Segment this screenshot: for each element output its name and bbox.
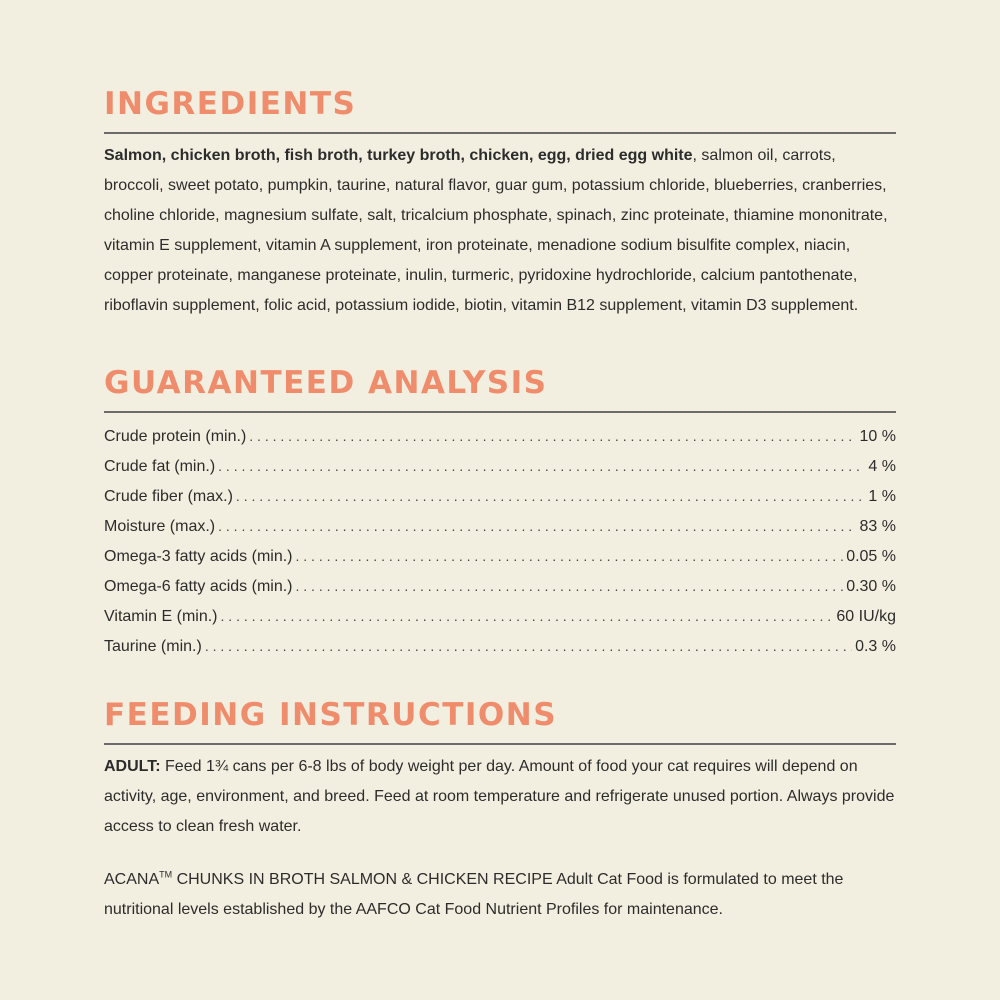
analysis-row-omega-3: [104, 541, 896, 571]
dot-leader: [218, 451, 865, 481]
brand-name: ACANA: [104, 871, 160, 888]
dot-leader: [296, 541, 844, 571]
analysis-value: 60 IU/kg: [836, 608, 896, 625]
analysis-value: 1 %: [868, 488, 896, 505]
adult-label: ADULT:: [104, 758, 161, 775]
analysis-value: 4 %: [868, 458, 896, 475]
feeding-adult-text: [104, 752, 896, 842]
analysis-row-crude-protein: [104, 421, 896, 451]
analysis-row-crude-fat: [104, 451, 896, 481]
dot-leader: [296, 571, 844, 601]
analysis-value: 0.30 %: [846, 578, 896, 595]
analysis-label: Crude fat (min.): [104, 458, 216, 475]
analysis-label: Vitamin E (min.): [104, 608, 218, 625]
analysis-label: Omega-6 fatty acids (min.): [104, 578, 293, 595]
ingredients-secondary: , salmon oil, carrots, broccoli, sweet potato, pumpkin, taurine, natural flavor, guar gum, potassium chloride, blueberries, cranberries, choline chloride, magnesium sulfate, salt, tricalcium phosphate, spinach, zinc proteinate, thiamine mononitrate, vitamin E supplement, vitamin A supplement, iron proteinate, menadione sodium bisulfite complex, niacin, copper proteinate, manganese proteinate, inulin, turmeric, pyridoxine hydrochloride, calcium pantothenate, riboflavin supplement, folic acid, potassium iodide, biotin, vitamin B12 supplement, vitamin D3 supplement.: [104, 147, 888, 314]
dot-leader: [236, 481, 866, 511]
feeding-instructions-divider: [104, 743, 896, 745]
aafco-statement: [104, 865, 896, 925]
dot-leader: [249, 421, 856, 451]
analysis-value: 83 %: [859, 518, 896, 535]
dot-leader: [218, 511, 856, 541]
guaranteed-analysis-list: [104, 421, 896, 661]
ingredients-text: [104, 141, 896, 321]
analysis-label: Omega-3 fatty acids (min.): [104, 548, 293, 565]
analysis-row-taurine: [104, 631, 896, 661]
analysis-value: 0.05 %: [846, 548, 896, 565]
trademark-mark: TM: [159, 869, 173, 880]
adult-instructions: Feed 1¾ cans per 6-8 lbs of body weight per day. Amount of food your cat requires will depend on activity, age, environment, and breed. Feed at room temperature and refrigerate unused portion. Always provide access to clean fresh water.: [104, 758, 895, 835]
analysis-label: Crude protein (min.): [104, 428, 247, 445]
analysis-row-crude-fiber: [104, 481, 896, 511]
ingredients-title: INGREDIENTS: [104, 86, 357, 122]
dot-leader: [205, 631, 852, 661]
guaranteed-analysis-divider: [104, 411, 896, 413]
analysis-row-omega-6: [104, 571, 896, 601]
guaranteed-analysis-title: GUARANTEED ANALYSIS: [104, 365, 548, 401]
dot-leader: [221, 601, 834, 631]
analysis-value: 0.3 %: [855, 638, 896, 655]
analysis-row-vitamin-e: [104, 601, 896, 631]
analysis-value: 10 %: [859, 428, 896, 445]
nutrition-panel: [104, 84, 896, 925]
analysis-label: Moisture (max.): [104, 518, 216, 535]
analysis-label: Crude fiber (max.): [104, 488, 233, 505]
analysis-row-moisture: [104, 511, 896, 541]
feeding-instructions-title: FEEDING INSTRUCTIONS: [104, 697, 558, 733]
ingredients-divider: [104, 132, 896, 134]
aafco-text: CHUNKS IN BROTH SALMON & CHICKEN RECIPE Adult Cat Food is formulated to meet the nutritional levels established by the AAFCO Cat Food Nutrient Profiles for maintenance.: [104, 871, 844, 918]
ingredients-primary: Salmon, chicken broth, fish broth, turkey broth, chicken, egg, dried egg white: [104, 147, 693, 164]
analysis-label: Taurine (min.): [104, 638, 202, 655]
